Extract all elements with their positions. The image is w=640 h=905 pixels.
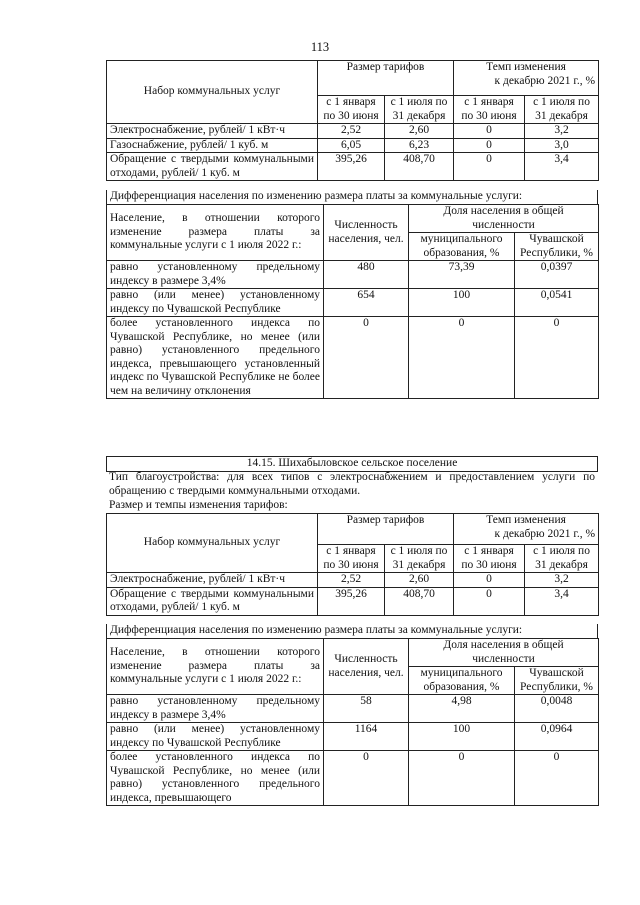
diff-caption: Дифференциация населения по изменению размера платы за коммунальные услуги: [106,190,598,204]
population-desc: равно (или менее) установленному индексу по Чувашской Республике [107,723,324,751]
cell: 3,4 [525,153,599,181]
service-name: Электроснабжение, рублей/ 1 кВт·ч [107,573,318,588]
service-name: Электроснабжение, рублей/ 1 кВт·ч [107,124,318,139]
rates-caption: Размер и темпы изменения тарифов: [109,499,288,511]
cell: 100 [409,723,515,751]
diff-caption: Дифференциация населения по изменению размера платы за коммунальные услуги: [106,624,598,638]
cell: 3,4 [525,587,599,615]
republic-header: Чувашской Республики, % [515,667,599,695]
service-name: Обращение с твердыми коммунальными отходами, рублей/ 1 куб. м [107,587,318,615]
population-desc: более установленного индекса по Чувашской Республике, но менее (или равно) установленного предельного индекса, превышающего установленный индекс по Чувашской Республике не более чем на величину отклонения [107,317,324,399]
table-row [107,153,599,181]
table-row [107,573,599,588]
table-row [107,289,599,317]
section-title: 14.15. Шихабыловское сельское поселение [106,456,598,472]
services-header: Набор коммунальных услуг [107,514,318,573]
cell: 100 [409,289,515,317]
tariff-table-2 [106,513,598,616]
cell: 0 [454,153,525,181]
cell: 0,0048 [515,695,599,723]
services-header: Набор коммунальных услуг [107,61,318,124]
cell: 0 [515,751,599,806]
population-table-1 [106,204,598,399]
cell: 395,26 [318,587,385,615]
cell: 0 [454,124,525,139]
cell: 0 [515,317,599,399]
cell: 0,0964 [515,723,599,751]
cell: 408,70 [385,587,454,615]
population-desc: равно установленному предельному индексу в размере 3,4% [107,261,324,289]
period-1-header: с 1 января по 30 июня [454,545,525,573]
cell: 0 [454,587,525,615]
service-name: Газоснабжение, рублей/ 1 куб. м [107,138,318,153]
republic-header: Чувашской Республики, % [515,233,599,261]
cell: 6,05 [318,138,385,153]
table-row [107,751,599,806]
share-header: Доля населения в общей численности [409,639,599,667]
cell: 654 [324,289,409,317]
tariff-table-1 [106,60,598,181]
cell: 3,0 [525,138,599,153]
count-header: Численность населения, чел. [324,639,409,695]
table-row [107,124,599,139]
table-row [107,317,599,399]
cell: 2,52 [318,124,385,139]
cell: 2,52 [318,573,385,588]
cell: 73,39 [409,261,515,289]
cell: 4,98 [409,695,515,723]
cell: 58 [324,695,409,723]
cell: 395,26 [318,153,385,181]
population-header: Население, в отношении которого изменение размера платы за коммунальные услуги с 1 июля 2022 г.: [107,205,324,261]
municipal-header: муниципального образования, % [409,233,515,261]
period-2-header: с 1 июля по 31 декабря [385,545,454,573]
cell: 1164 [324,723,409,751]
period-1-header: с 1 января по 30 июня [318,545,385,573]
municipal-header: муниципального образования, % [409,667,515,695]
tariff-size-header: Размер тарифов [318,514,454,545]
table-row [107,587,599,615]
cell: 0 [324,317,409,399]
cell: 0 [454,573,525,588]
cell: 2,60 [385,573,454,588]
share-header: Доля населения в общей численности [409,205,599,233]
service-name: Обращение с твердыми коммунальными отходами, рублей/ 1 куб. м [107,153,318,181]
cell: 0 [454,138,525,153]
page-number: 113 [310,40,330,54]
tariff-size-header: Размер тарифов [318,61,454,96]
table-row [107,261,599,289]
cell: 6,23 [385,138,454,153]
count-header: Численность населения, чел. [324,205,409,261]
cell: 0,0541 [515,289,599,317]
cell: 3,2 [525,124,599,139]
cell: 2,60 [385,124,454,139]
cell: 3,2 [525,573,599,588]
table-row [107,695,599,723]
table-row [107,138,599,153]
rate-header: Темп изменения к декабрю 2021 г., % [454,514,599,545]
cell: 0 [409,317,515,399]
rate-header: Темп изменения к декабрю 2021 г., % [454,61,599,96]
table-row [107,723,599,751]
period-1-header: с 1 января по 30 июня [454,96,525,124]
cell: 0 [409,751,515,806]
cell: 0 [324,751,409,806]
period-1-header: с 1 января по 30 июня [318,96,385,124]
population-desc: равно установленному предельному индексу в размере 3,4% [107,695,324,723]
period-2-header: с 1 июля по 31 декабря [525,545,599,573]
period-2-header: с 1 июля по 31 декабря [385,96,454,124]
population-header: Население, в отношении которого изменение размера платы за коммунальные услуги с 1 июля 2022 г.: [107,639,324,695]
amenity-text: Тип благоустройства: для всех типов с электроснабжением и предоставлением услуги по обращению с твердыми коммунальными отходами. [109,471,595,497]
period-2-header: с 1 июля по 31 декабря [525,96,599,124]
population-desc: равно (или менее) установленному индексу по Чувашской Республике [107,289,324,317]
cell: 0,0397 [515,261,599,289]
cell: 408,70 [385,153,454,181]
population-table-2 [106,638,598,806]
cell: 480 [324,261,409,289]
population-desc: более установленного индекса по Чувашской Республике, но менее (или равно) установленного предельного индекса, превышающего [107,751,324,806]
